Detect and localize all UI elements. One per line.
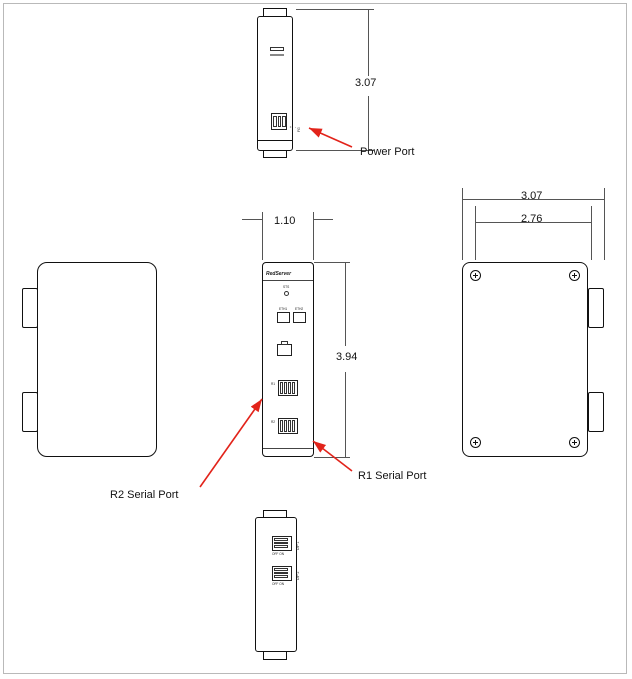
dim-right-inner-label: 2.76 bbox=[521, 213, 543, 225]
callout-r2-serial-port: R2 Serial Port bbox=[110, 489, 179, 501]
top-view-body bbox=[257, 16, 293, 151]
dim-top-height-label: 3.07 bbox=[355, 77, 377, 89]
left-view-tab-bottom bbox=[22, 392, 38, 432]
dip-switch-2-label: OFF ON bbox=[272, 582, 285, 586]
sts-label: STS bbox=[283, 285, 290, 289]
left-view-tab-top bbox=[22, 288, 38, 328]
dim-front-height-label: 3.94 bbox=[336, 351, 358, 363]
dim-right-outer-label: 3.07 bbox=[521, 190, 543, 202]
power-pin-1 bbox=[273, 116, 277, 127]
dip-switch-1-label: OFF ON bbox=[272, 552, 285, 556]
power-pin-label-2: - bbox=[293, 126, 297, 128]
top-view-bottom-tab bbox=[263, 150, 287, 158]
power-pin-3 bbox=[282, 116, 286, 127]
ethernet-latch bbox=[281, 341, 288, 345]
dim-front-width-label: 1.10 bbox=[274, 215, 296, 227]
serial-label-r1: R1 bbox=[271, 382, 276, 386]
top-view-vent-line bbox=[270, 54, 284, 56]
ethernet-port-2 bbox=[293, 312, 306, 323]
right-view-tab-bottom bbox=[588, 392, 604, 432]
status-led bbox=[284, 291, 289, 296]
left-view-body bbox=[37, 262, 157, 457]
power-pin-label-3: FG bbox=[297, 127, 301, 132]
right-view-body bbox=[462, 262, 588, 457]
top-view-vent-slot bbox=[270, 47, 284, 51]
serial-label-r2: R2 bbox=[271, 420, 276, 424]
eth-label-2: ETH2 bbox=[295, 307, 304, 311]
right-view-tab-top bbox=[588, 288, 604, 328]
dip-switch-2-name: DIP 2 bbox=[296, 571, 300, 580]
power-pin-label-1: + bbox=[289, 126, 293, 128]
callout-r1-serial-port: R1 Serial Port bbox=[358, 470, 427, 482]
callout-power-port: Power Port bbox=[360, 146, 415, 158]
ethernet-port-3 bbox=[277, 344, 292, 356]
dip-switch-1-name: DIP 1 bbox=[296, 541, 300, 550]
top-view-divider bbox=[258, 140, 292, 141]
power-pin-2 bbox=[278, 116, 282, 127]
brand-label: RedServer bbox=[266, 271, 292, 277]
eth-label-1: ETH1 bbox=[279, 307, 288, 311]
bottom-view-bottom-tab bbox=[263, 651, 287, 660]
ethernet-port-1 bbox=[277, 312, 290, 323]
